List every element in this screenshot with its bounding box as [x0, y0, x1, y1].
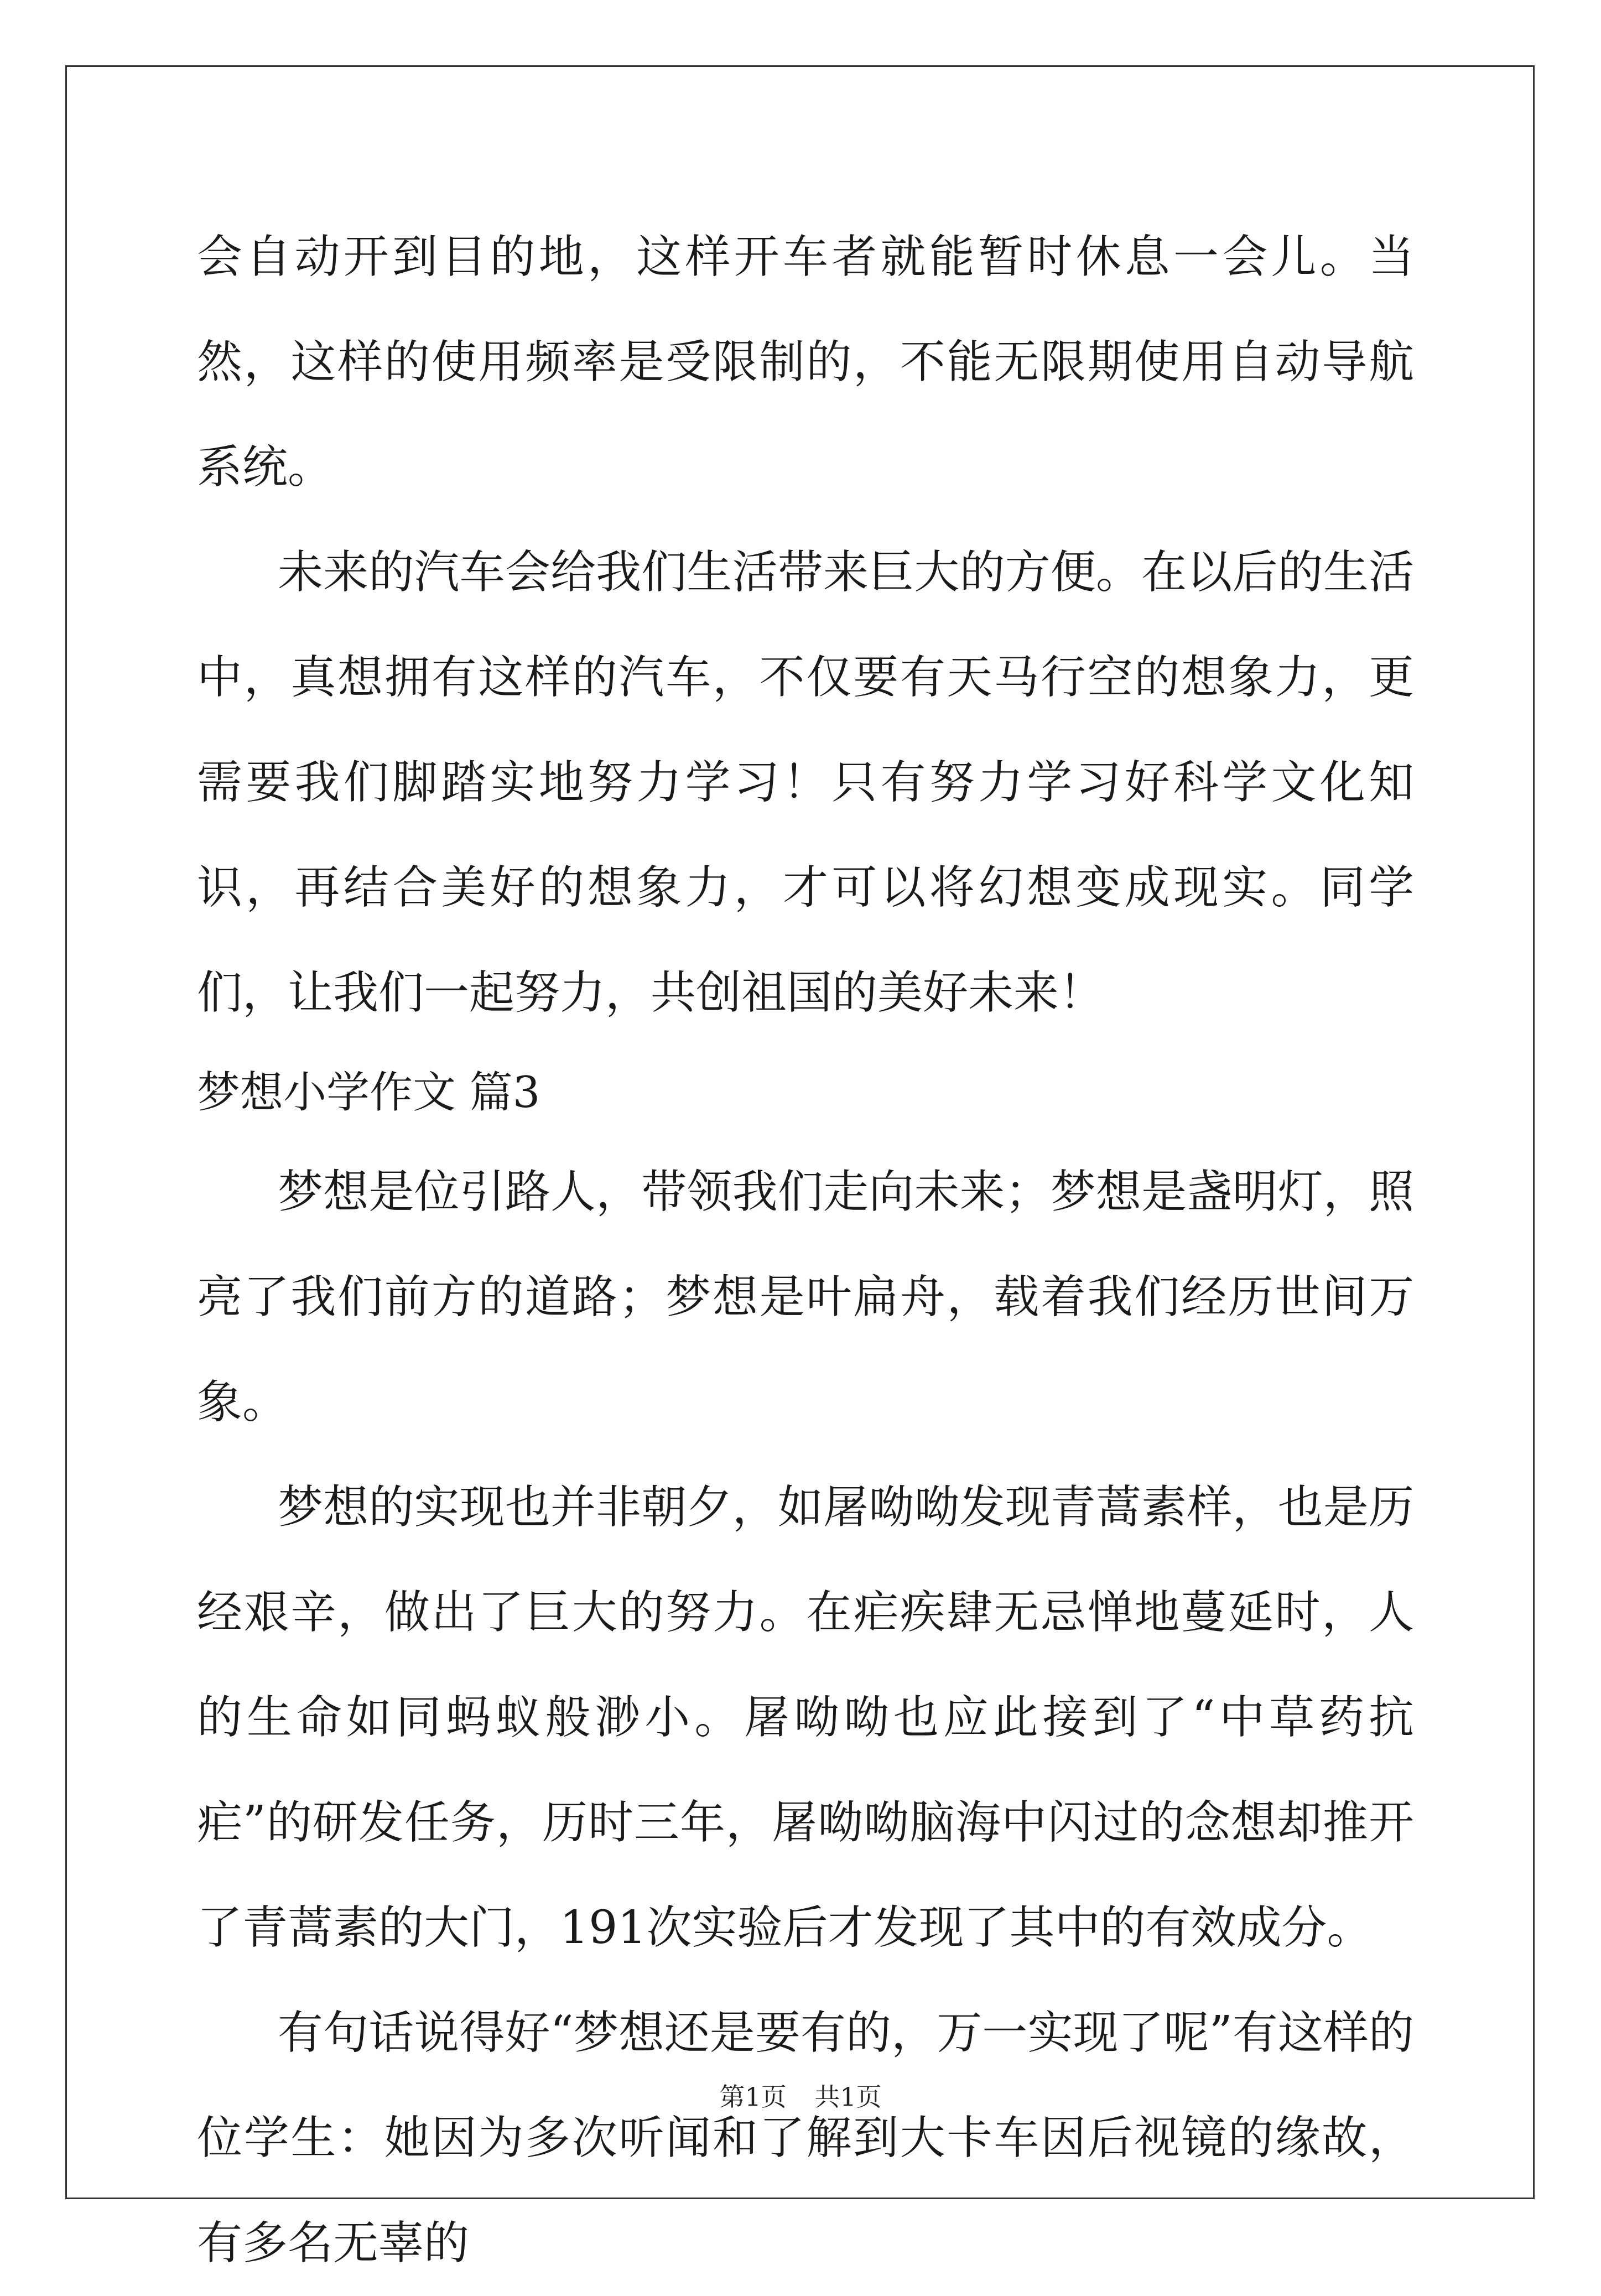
page-number: 第1页	[719, 2082, 787, 2112]
paragraph-1: 会自动开到目的地，这样开车者就能暂时休息一会儿。当然，这样的使用频率是受限制的，不能无限期使用自动导航系统。	[197, 231, 1414, 494]
page-total: 共1页	[814, 2082, 882, 2112]
page-footer	[0, 2080, 1601, 2113]
document-body	[197, 205, 1414, 2296]
paragraph-4: 梦想的实现也并非朝夕，如屠呦呦发现青蒿素样，也是历经艰辛，做出了巨大的努力。在疟疾肆无忌惮地蔓延时，人的生命如同蚂蚁般渺小。屠呦呦也应此接到了“中草药抗疟”的研发任务，历时三年，屠呦呦脑海中闪过的念想却推开了青蒿素的大门，191次实验后才发现了其中的有效成分。	[197, 1481, 1414, 1954]
paragraph-5: 有句话说得好“梦想还是要有的，万一实现了呢”有这样的位学生：她因为多次听闻和了解到大卡车因后视镜的缘故，有多名无辜的	[197, 2007, 1414, 2269]
paragraph-2: 未来的汽车会给我们生活带来巨大的方便。在以后的生活中，真想拥有这样的汽车，不仅要有天马行空的想象力，更需要我们脚踏实地努力学习！只有努力学习好科学文化知识，再结合美好的想象力，才可以将幻想变成现实。同学们，让我们一起努力，共创祖国的美好未来！	[197, 546, 1414, 1019]
paragraph-3: 梦想是位引路人，带领我们走向未来；梦想是盏明灯，照亮了我们前方的道路；梦想是叶扁舟，载着我们经历世间万象。	[197, 1166, 1414, 1428]
section-heading: 梦想小学作文 篇3	[197, 1068, 540, 1118]
